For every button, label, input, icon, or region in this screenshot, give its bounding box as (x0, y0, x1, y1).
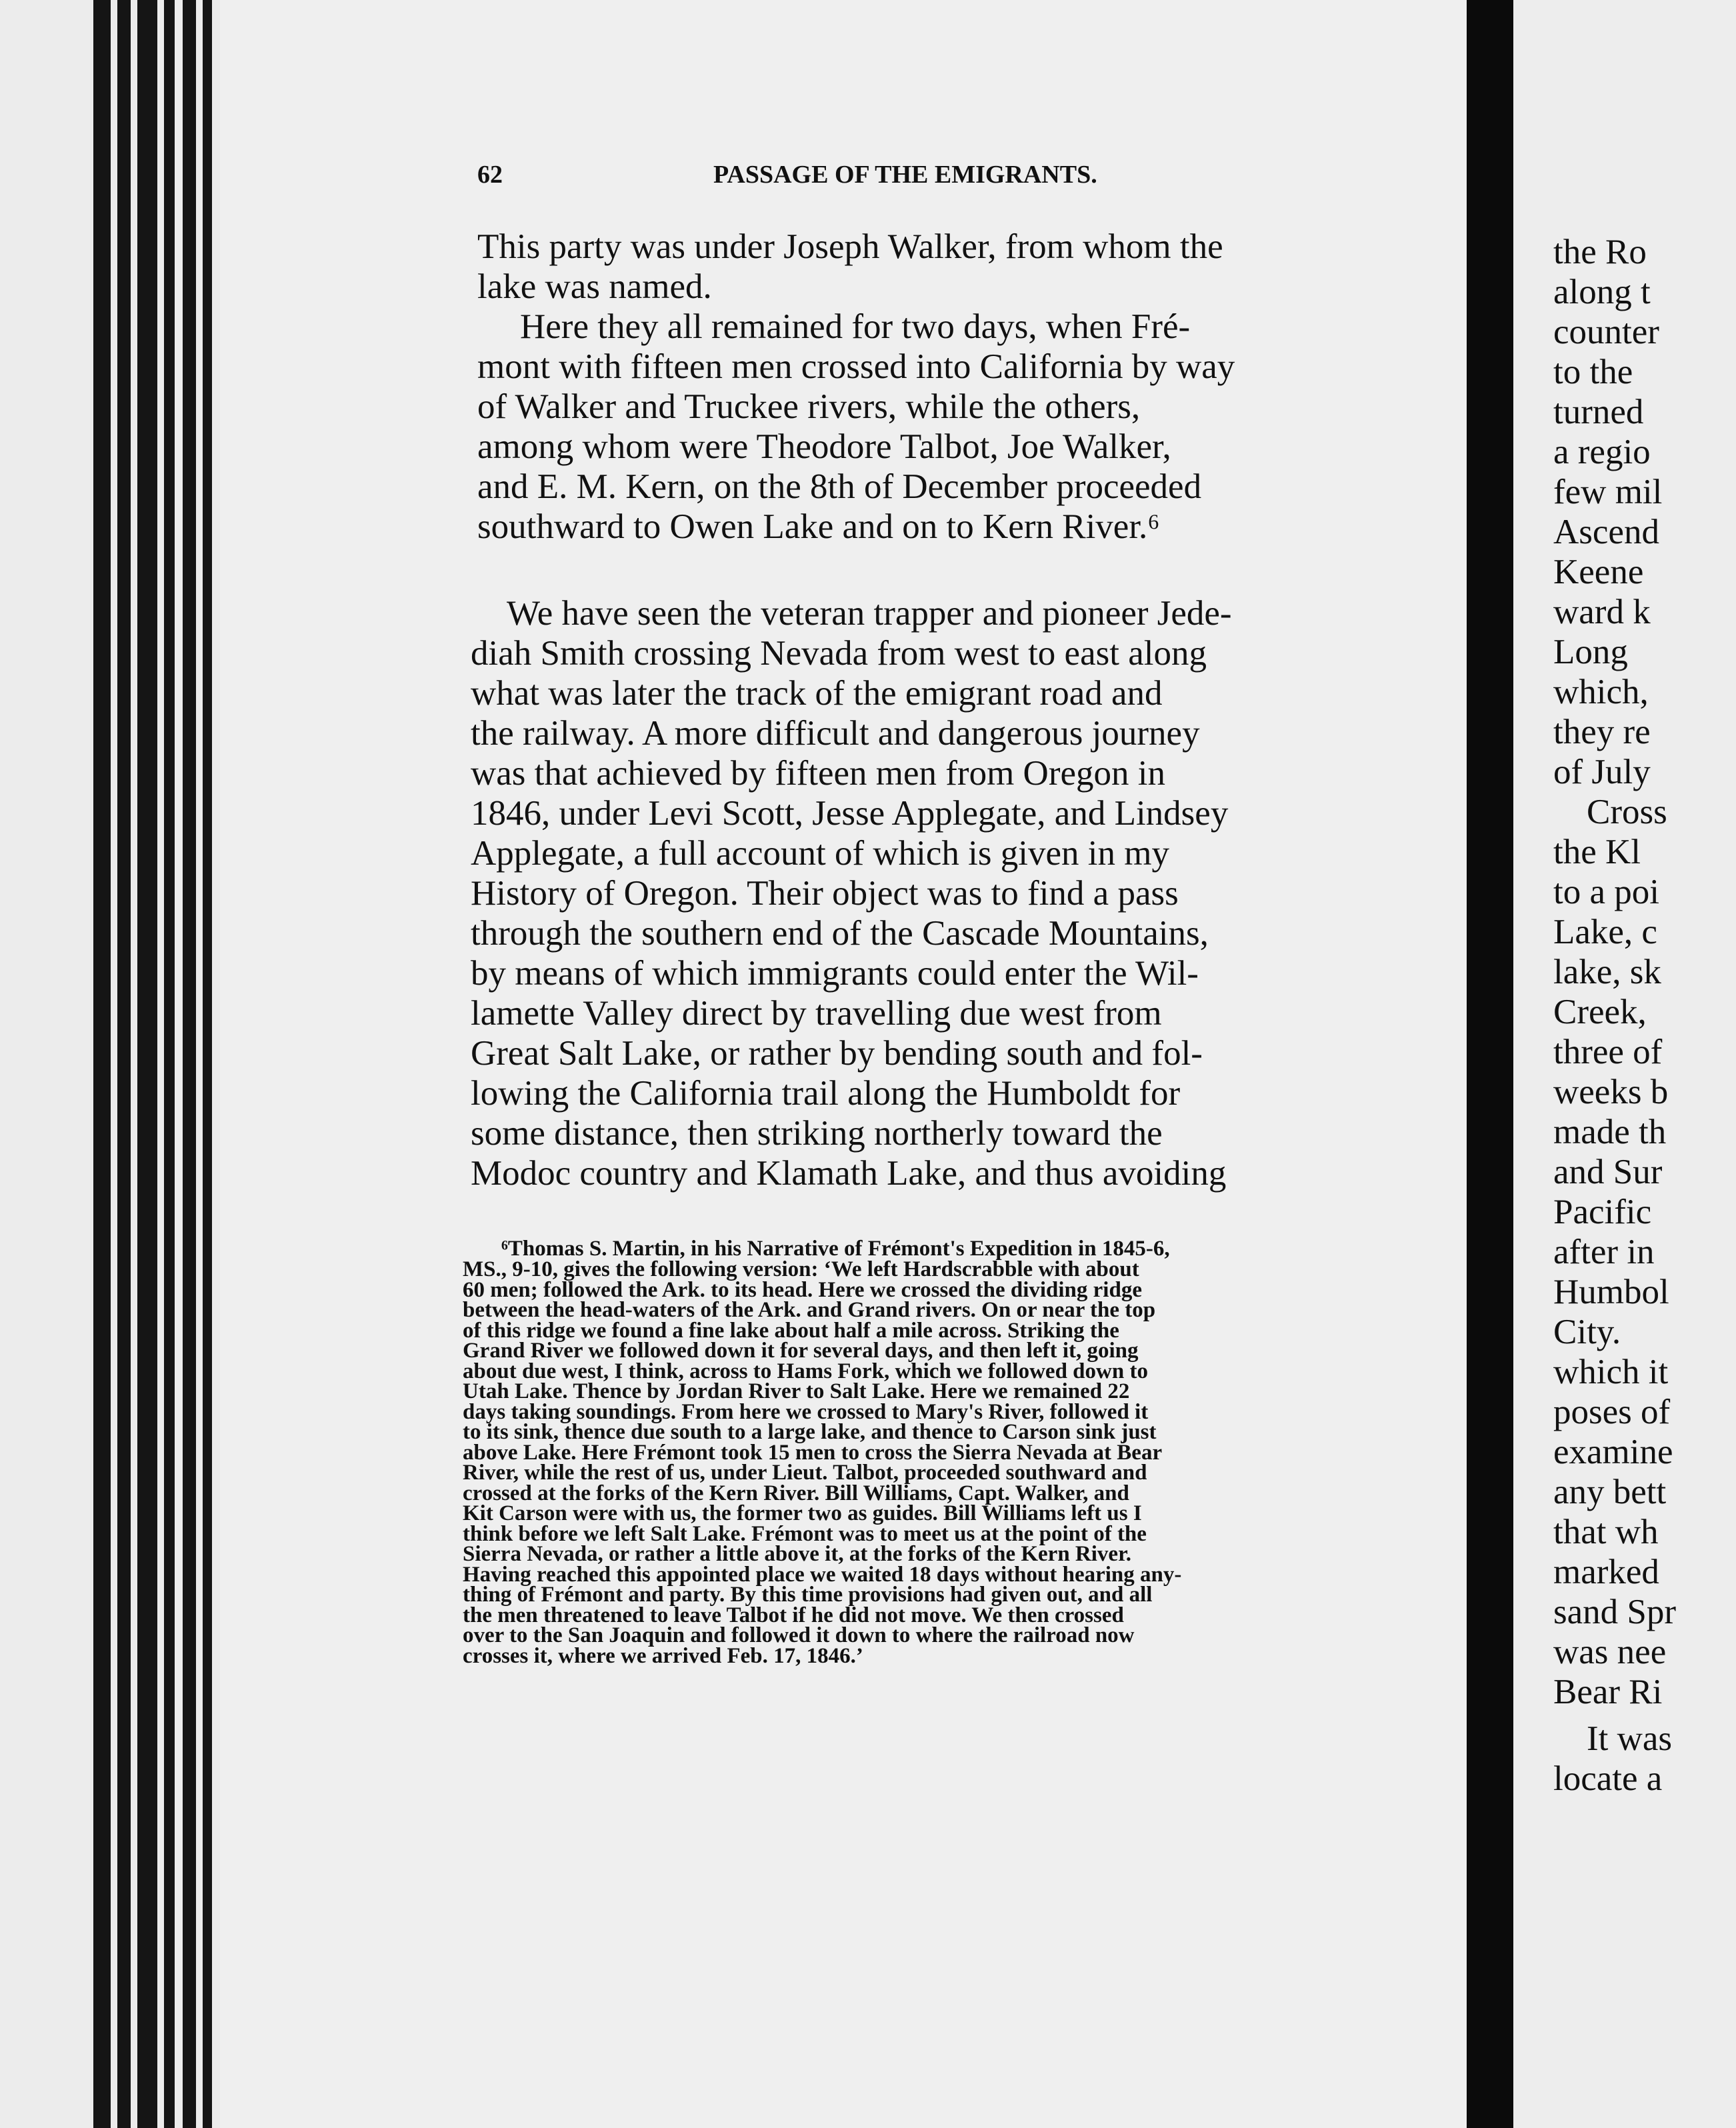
right-line: Ascend (1553, 513, 1659, 551)
right-line: along t (1553, 273, 1651, 311)
body-line: some distance, then striking northerly toward the (471, 1114, 1163, 1153)
body-line: through the southern end of the Cascade Mountains, (471, 914, 1209, 953)
right-line: which it (1553, 1353, 1669, 1391)
right-line: made th (1553, 1113, 1667, 1151)
right-line: and Sur (1553, 1153, 1663, 1191)
body-line: the railway. A more difficult and dangerous journey (471, 714, 1200, 753)
page-gutter (1467, 0, 1513, 2128)
running-title: PASSAGE OF THE EMIGRANTS. (713, 161, 1097, 189)
right-line: Pacific (1553, 1193, 1652, 1231)
body-line: mont with fifteen men crossed into California by way (477, 347, 1235, 386)
footnote-line: to its sink, thence due south to a large lake, and thence to Carson sink just (463, 1420, 1157, 1444)
right-line: to a poi (1553, 873, 1659, 911)
footnote-line: crosses it, where we arrived Feb. 17, 1846.’ (463, 1644, 863, 1668)
right-line: Creek, (1553, 993, 1647, 1031)
right-line: Lake, c (1553, 913, 1657, 951)
body-line: what was later the track of the emigrant road and (471, 674, 1163, 713)
footnote-line: think before we left Salt Lake. Frémont was to meet us at the point of the (463, 1522, 1147, 1546)
body-line: southward to Owen Lake and on to Kern River.⁶ (477, 507, 1160, 546)
right-line: lake, sk (1553, 953, 1661, 991)
footnote-line: thing of Frémont and party. By this time provisions had given out, and all (463, 1583, 1153, 1607)
body-line: among whom were Theodore Talbot, Joe Walker, (477, 427, 1171, 466)
body-line: This party was under Joseph Walker, from whom the (477, 227, 1223, 266)
right-line: weeks b (1553, 1073, 1669, 1111)
right-line: ward k (1553, 593, 1651, 631)
page-number: 62 (477, 161, 503, 189)
footnote-line: MS., 9-10, gives the following version: ‘We left Hardscrabble with about (463, 1257, 1139, 1281)
book-binding-edge (0, 0, 220, 2128)
right-line: marked (1553, 1553, 1659, 1591)
body-line: Applegate, a full account of which is given in my (471, 834, 1169, 873)
footnote-line: of this ridge we found a fine lake about half a mile across. Striking the (463, 1319, 1119, 1343)
right-line: was nee (1553, 1633, 1667, 1671)
footnote-line: 60 men; followed the Ark. to its head. Here we crossed the dividing ridge (463, 1278, 1142, 1302)
right-line: turned (1553, 393, 1644, 431)
footnote-line: Sierra Nevada, or rather a little above it, at the forks of the Kern River. (463, 1542, 1131, 1566)
body-line: of Walker and Truckee rivers, while the others, (477, 387, 1141, 426)
right-line: Humbol (1553, 1273, 1669, 1311)
right-page-fragment (1513, 0, 1736, 2128)
footnote-line: the men threatened to leave Talbot if he did not move. We then crossed (463, 1603, 1124, 1627)
right-line: Cross (1587, 793, 1667, 831)
right-line: Keene (1553, 553, 1644, 591)
footnote-line: River, while the rest of us, under Lieut. Talbot, proceeded southward and (463, 1461, 1147, 1485)
right-line: Long (1553, 633, 1628, 671)
right-line: after in (1553, 1233, 1655, 1271)
right-line: City. (1553, 1313, 1621, 1351)
footnote-line: Kit Carson were with us, the former two as guides. Bill Williams left us I (463, 1501, 1142, 1525)
footnote-line: days taking soundings. From here we crossed to Mary's River, followed it (463, 1400, 1149, 1424)
right-line: few mil (1553, 473, 1663, 511)
body-line: Modoc country and Klamath Lake, and thus avoiding (471, 1154, 1227, 1193)
right-line: examine (1553, 1433, 1673, 1471)
right-line: which, (1553, 673, 1649, 711)
body-line: History of Oregon. Their object was to find a pass (471, 874, 1179, 913)
body-line: lowing the California trail along the Humboldt for (471, 1074, 1181, 1113)
footnote-line: Having reached this appointed place we waited 18 days without hearing any- (463, 1563, 1182, 1587)
body-line: and E. M. Kern, on the 8th of December proceeded (477, 467, 1202, 506)
body-line: by means of which immigrants could enter the Wil- (471, 954, 1199, 993)
footnote-line: between the head-waters of the Ark. and Grand rivers. On or near the top (463, 1298, 1156, 1322)
body-line: We have seen the veteran trapper and pioneer Jede- (507, 594, 1232, 633)
right-line: of July (1553, 753, 1651, 791)
right-line: sand Spr (1553, 1593, 1677, 1631)
right-line: a regio (1553, 433, 1651, 471)
footnote-line: over to the San Joaquin and followed it down to where the railroad now (463, 1623, 1135, 1647)
body-line: 1846, under Levi Scott, Jesse Applegate, and Lindsey (471, 794, 1229, 833)
right-line: locate a (1553, 1759, 1663, 1798)
right-line: the Ro (1553, 233, 1647, 271)
body-line: diah Smith crossing Nevada from west to east along (471, 634, 1207, 673)
right-line: poses of (1553, 1393, 1671, 1431)
body-line: Here they all remained for two days, when Fré- (520, 307, 1191, 346)
right-line: It was (1587, 1719, 1673, 1758)
right-line: to the (1553, 353, 1633, 391)
body-line: Great Salt Lake, or rather by bending south and fol- (471, 1034, 1203, 1073)
footnote-line: Grand River we followed down it for several days, and then left it, going (463, 1339, 1139, 1363)
body-line: lamette Valley direct by travelling due west from (471, 994, 1162, 1033)
footnote-line: ⁶Thomas S. Martin, in his Narrative of Frémont's Expedition in 1845-6, (501, 1237, 1170, 1261)
right-line: the Kl (1553, 833, 1641, 871)
body-line: lake was named. (477, 267, 712, 306)
footnote-line: Utah Lake. Thence by Jordan River to Salt Lake. Here we remained 22 (463, 1379, 1130, 1403)
right-line: three of (1553, 1033, 1663, 1071)
right-line: Bear Ri (1553, 1673, 1663, 1711)
right-line: any bett (1553, 1473, 1667, 1511)
right-line: that wh (1553, 1513, 1659, 1551)
right-line: counter (1553, 313, 1659, 351)
footnote-line: above Lake. Here Frémont took 15 men to cross the Sierra Nevada at Bear (463, 1441, 1163, 1465)
footnote-line: crossed at the forks of the Kern River. Bill Williams, Capt. Walker, and (463, 1481, 1129, 1505)
right-line: they re (1553, 713, 1651, 751)
body-line: was that achieved by fifteen men from Oregon in (471, 754, 1165, 793)
footnote-line: about due west, I think, across to Hams Fork, which we followed down to (463, 1359, 1148, 1383)
